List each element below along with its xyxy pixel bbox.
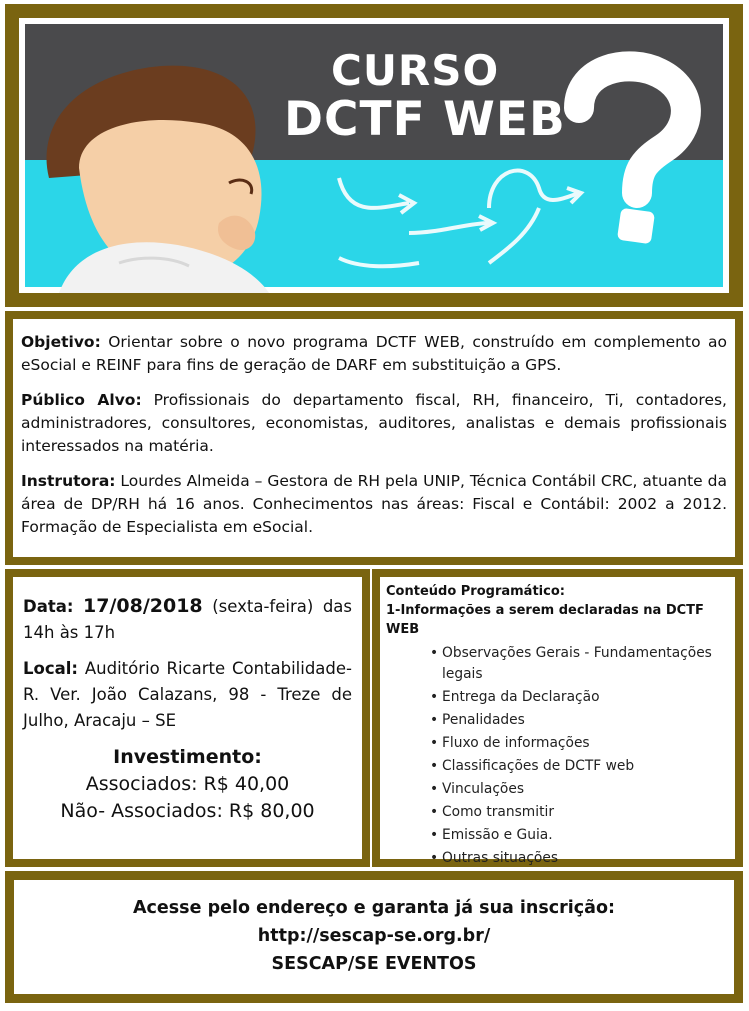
objective-paragraph — [21, 331, 727, 377]
list-item: • Vinculações — [430, 779, 729, 800]
date-rest: (sexta-feira) das 14h às 17h — [23, 597, 353, 642]
instructor-text: Lourdes Almeida – Gestora de RH pela UNIP, Técnica Contábil CRC, atuante da área de DP/RH há 16 anos. Conhecimentos nas áreas: Fiscal e Contábil: 2002 a 2012. Formação de Especialista em eSocial. — [21, 472, 727, 536]
program-list — [386, 643, 729, 869]
local-label: Local: — [23, 659, 79, 678]
list-item: • Fluxo de informações — [430, 733, 729, 754]
audience-paragraph — [21, 389, 727, 458]
banner-image — [19, 18, 729, 293]
program-subtitle: 1-Informações a serem declaradas na DCTF WEB — [386, 603, 704, 637]
course-description-frame — [5, 311, 743, 565]
event-info — [13, 577, 362, 859]
banner-frame — [5, 4, 743, 307]
list-item: • Classificações de DCTF web — [430, 756, 729, 777]
banner-title-line2: DCTF WEB — [284, 92, 566, 147]
list-item: • Entrega da Declaração — [430, 687, 729, 708]
program-frame — [372, 569, 743, 867]
program-content — [380, 577, 735, 866]
objective-text: Orientar sobre o novo programa DCTF WEB, construído em complemento ao eSocial e REINF para fins de geração de DARF em substituição a GPS. — [21, 333, 727, 374]
non-members-price: Não- Associados: R$ 80,00 — [60, 800, 315, 822]
investment-block — [23, 744, 352, 825]
footer-call-to-action: Acesse pelo endereço e garanta já sua inscrição: — [132, 898, 616, 918]
question-mark-icon — [579, 66, 686, 244]
footer-organizer: SESCAP/SE EVENTOS — [271, 954, 477, 974]
investment-title: Investimento: — [113, 746, 262, 768]
audience-text: Profissionais do departamento fiscal, RH, financeiro, Ti, contadores, administradores, consultores, economistas, auditores, analistas e demais profissionais interessados na matéria. — [21, 391, 727, 455]
objective-label: Objetivo: — [21, 333, 101, 351]
members-price: Associados: R$ 40,00 — [85, 773, 290, 795]
course-description — [13, 319, 735, 557]
local-text: Auditório Ricarte Contabilidade- R. Ver. João Calazans, 98 - Treze de Julho, Aracaju – SE — [23, 659, 352, 730]
footer-frame — [5, 871, 743, 1003]
date-label: Data: — [23, 597, 74, 616]
instructor-label: Instrutora: — [21, 472, 116, 490]
date-paragraph — [23, 593, 352, 646]
local-paragraph — [23, 656, 352, 734]
instructor-paragraph — [21, 470, 727, 539]
date-value: 17/08/2018 — [83, 595, 203, 617]
event-info-frame — [5, 569, 370, 867]
list-item: • Emissão e Guia. — [430, 825, 729, 846]
list-item: • Penalidades — [430, 710, 729, 731]
banner-title-line1: CURSO — [331, 46, 500, 95]
program-title: Conteúdo Programático: — [386, 584, 565, 599]
list-item: • Observações Gerais - Fundamentações legais — [430, 643, 729, 685]
footer — [14, 880, 734, 994]
man-figure — [47, 66, 270, 293]
arrow-swoosh-icon — [339, 171, 581, 267]
list-item: • Outras situações — [430, 848, 729, 869]
list-item: • Como transmitir — [430, 802, 729, 823]
audience-label: Público Alvo: — [21, 391, 142, 409]
registration-link[interactable]: http://sescap-se.org.br/ — [257, 926, 491, 946]
